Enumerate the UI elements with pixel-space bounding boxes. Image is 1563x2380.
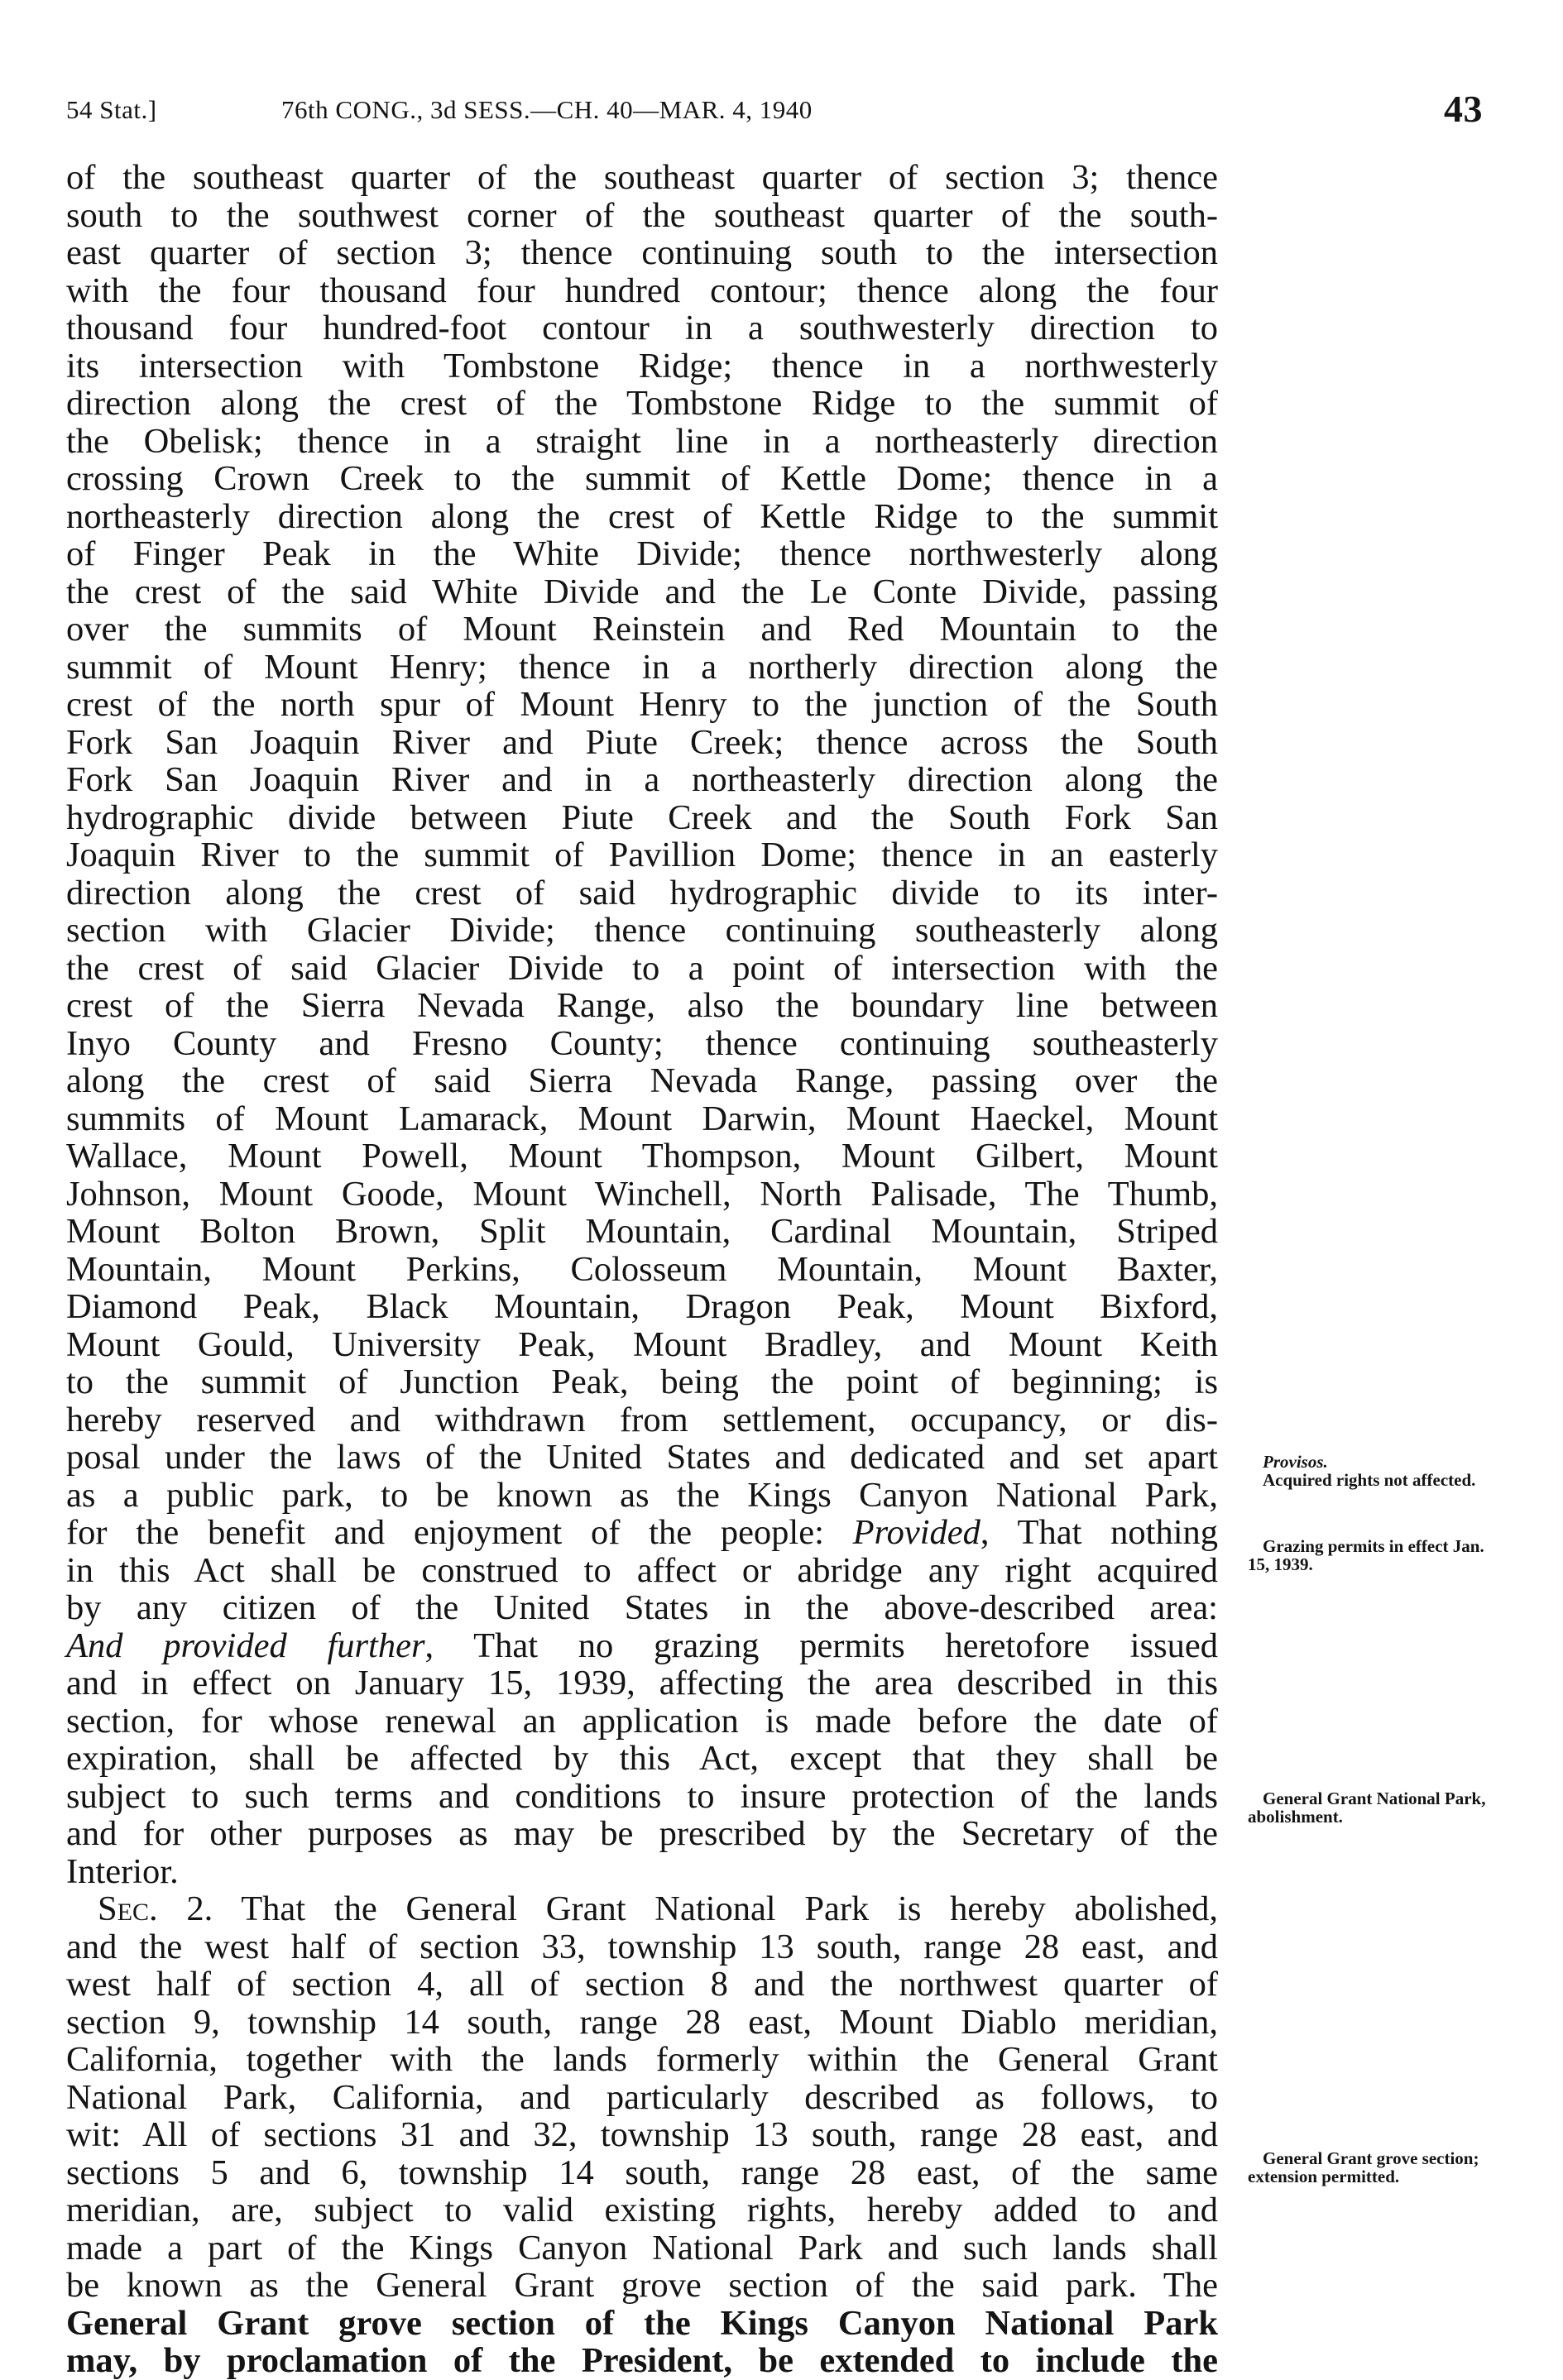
text-line: meridian, are, subject to valid existing rights, hereby added to and xyxy=(66,2191,1218,2229)
text-line: summit of Mount Henry; thence in a northerly direction along the xyxy=(66,647,1218,687)
text-line: Fork San Joaquin River and in a northeasterly direction along the xyxy=(66,760,1218,799)
text-line: section with Glacier Divide; thence continuing southeasterly along xyxy=(66,911,1218,950)
text-line: and in effect on January 15, 1939, affecting the area described in this xyxy=(66,1664,1218,1702)
text-line: and the west half of section 33, township 13 south, range 28 east, and xyxy=(66,1927,1218,1966)
margin-note-general-grant-abolishment xyxy=(1248,1789,1496,1826)
text-line: to the summit of Junction Peak, being the point of beginning; is xyxy=(66,1362,1218,1401)
text-line: its intersection with Tombstone Ridge; thence in a northwesterly xyxy=(66,346,1218,385)
proviso-further-line xyxy=(66,1627,1218,1665)
text-line: direction along the crest of said hydrographic divide to its inter- xyxy=(66,873,1218,912)
text-line: expiration, shall be affected by this Act, except that they shall be xyxy=(66,1739,1218,1778)
text-line: hydrographic divide between Piute Creek and the South Fork San xyxy=(66,797,1218,837)
text-line: crest of the north spur of Mount Henry to the junction of the South xyxy=(66,685,1218,724)
text-line: Johnson, Mount Goode, Mount Winchell, North Palisade, The Thumb, xyxy=(66,1174,1218,1214)
acquired-rights-note: Acquired rights not affected. xyxy=(1263,1470,1476,1490)
section-2-line xyxy=(66,1890,1218,1928)
running-header xyxy=(66,87,1483,128)
page-number: 43 xyxy=(1444,88,1483,130)
bold-text-line: may, by proclamation of the President, be extended to include the xyxy=(66,2341,1218,2380)
text-line: California, together with the lands formerly within the General Grant xyxy=(66,2040,1218,2079)
text-line: of the southeast quarter of the southeast quarter of section 3; thence xyxy=(66,158,1218,197)
text-line: summits of Mount Lamarack, Mount Darwin, Mount Haeckel, Mount xyxy=(66,1099,1218,1138)
text-line: Mount Gould, University Peak, Mount Bradley, and Mount Keith xyxy=(66,1324,1218,1364)
proviso-line-end: , That nothing xyxy=(980,1513,1218,1552)
statute-body-text xyxy=(66,159,1218,2380)
text-line: National Park, California, and particularly described as follows, to xyxy=(66,2077,1218,2117)
text-line: east quarter of section 3; thence continuing south to the intersection xyxy=(66,233,1218,272)
text-line: in this Act shall be construed to affect or abridge any right acquired xyxy=(66,1550,1218,1590)
grazing-permits-note: Grazing permits in effect Jan. 15, 1939. xyxy=(1248,1536,1484,1574)
section-label: Sec. 2. xyxy=(98,1889,213,1928)
margin-note-acquired-rights xyxy=(1248,1453,1496,1489)
text-line: over the summits of Mount Reinstein and Red Mountain to the xyxy=(66,610,1218,649)
margin-note-grazing-permits xyxy=(1248,1537,1496,1573)
text-line: wit: All of sections 31 and 32, township 13 south, range 28 east, and xyxy=(66,2115,1218,2154)
paragraph-end-line: Interior. xyxy=(66,1851,179,1891)
proviso-line xyxy=(66,1514,1218,1552)
provided-term: Provided xyxy=(852,1513,980,1552)
text-line: hereby reserved and withdrawn from settlement, occupancy, or dis- xyxy=(66,1400,1218,1439)
text-line: Inyo County and Fresno County; thence continuing southeasterly xyxy=(66,1023,1218,1063)
text-line: with the four thousand four hundred contour; thence along the four xyxy=(66,271,1218,310)
provided-further-term: And provided further xyxy=(66,1626,425,1665)
text-line: by any citizen of the United States in the above-described area: xyxy=(66,1588,1218,1627)
section-2-text: That the General Grant National Park is hereby abolished, xyxy=(213,1889,1218,1928)
text-line: posal under the laws of the United States and dedicated and set apart xyxy=(66,1438,1218,1477)
text-line: crest of the Sierra Nevada Range, also the boundary line between xyxy=(66,986,1218,1025)
text-line: as a public park, to be known as the Kings Canyon National Park, xyxy=(66,1475,1218,1515)
text-line: Mountain, Mount Perkins, Colosseum Mountain, Mount Baxter, xyxy=(66,1249,1218,1289)
text-line: Fork San Joaquin River and Piute Creek; thence across the South xyxy=(66,722,1218,762)
text-line: the crest of said Glacier Divide to a point of intersection with the xyxy=(66,948,1218,988)
proviso-further-line-end: , That no grazing permits heretofore issued xyxy=(424,1626,1219,1665)
text-line: subject to such terms and conditions to insure protection of the lands xyxy=(66,1776,1218,1816)
text-line: direction along the crest of the Tombstone Ridge to the summit of xyxy=(66,384,1218,423)
text-line: Mount Bolton Brown, Split Mountain, Cardinal Mountain, Striped xyxy=(66,1212,1218,1251)
text-line: of Finger Peak in the White Divide; thence northwesterly along xyxy=(66,534,1218,573)
general-grant-abolishment-note: General Grant National Park, abolishment. xyxy=(1248,1789,1486,1827)
session-reference: 76th CONG., 3d SESS.—CH. 40—MAR. 4, 1940 xyxy=(281,95,813,124)
text-line: sections 5 and 6, township 14 south, range 28 east, of the same xyxy=(66,2153,1218,2192)
grove-section-note: General Grant grove section; extension permitted. xyxy=(1248,2148,1479,2186)
text-line: be known as the General Grant grove section of the said park. The xyxy=(66,2266,1218,2305)
text-line: and for other purposes as may be prescribed by the Secretary of the xyxy=(66,1814,1218,1853)
text-line: crossing Crown Creek to the summit of Kettle Dome; thence in a xyxy=(66,459,1218,498)
text-line: northeasterly direction along the crest of Kettle Ridge to the summit xyxy=(66,496,1218,536)
margin-note-grove-section xyxy=(1248,2149,1496,2186)
text-line: thousand four hundred-foot contour in a southwesterly direction to xyxy=(66,309,1218,347)
text-line: Diamond Peak, Black Mountain, Dragon Peak, Mount Bixford, xyxy=(66,1287,1218,1326)
provisos-heading: Provisos. xyxy=(1263,1452,1328,1472)
text-line: the Obelisk; thence in a straight line in a northeasterly direction xyxy=(66,421,1218,461)
text-line: made a part of the Kings Canyon National Park and such lands shall xyxy=(66,2228,1218,2267)
text-line: along the crest of said Sierra Nevada Range, passing over the xyxy=(66,1061,1218,1100)
text-line: the crest of the said White Divide and the Le Conte Divide, passing xyxy=(66,572,1218,611)
text-line: Joaquin River to the summit of Pavillion Dome; thence in an easterly xyxy=(66,836,1218,874)
text-line: section 9, township 14 south, range 28 east, Mount Diablo meridian, xyxy=(66,2002,1218,2042)
statute-reference: 54 Stat.] xyxy=(66,95,157,124)
text-line: west half of section 4, all of section 8 and the northwest quarter of xyxy=(66,1965,1218,2004)
proviso-line-start: for the benefit and enjoyment of the people: xyxy=(66,1513,853,1552)
text-line: south to the southwest corner of the southeast quarter of the south- xyxy=(66,195,1218,235)
text-line: section, for whose renewal an application is made before the date of xyxy=(66,1701,1218,1741)
text-line: Wallace, Mount Powell, Mount Thompson, Mount Gilbert, Mount xyxy=(66,1137,1218,1176)
bold-text-line: General Grant grove section of the Kings Canyon National Park xyxy=(66,2303,1218,2343)
